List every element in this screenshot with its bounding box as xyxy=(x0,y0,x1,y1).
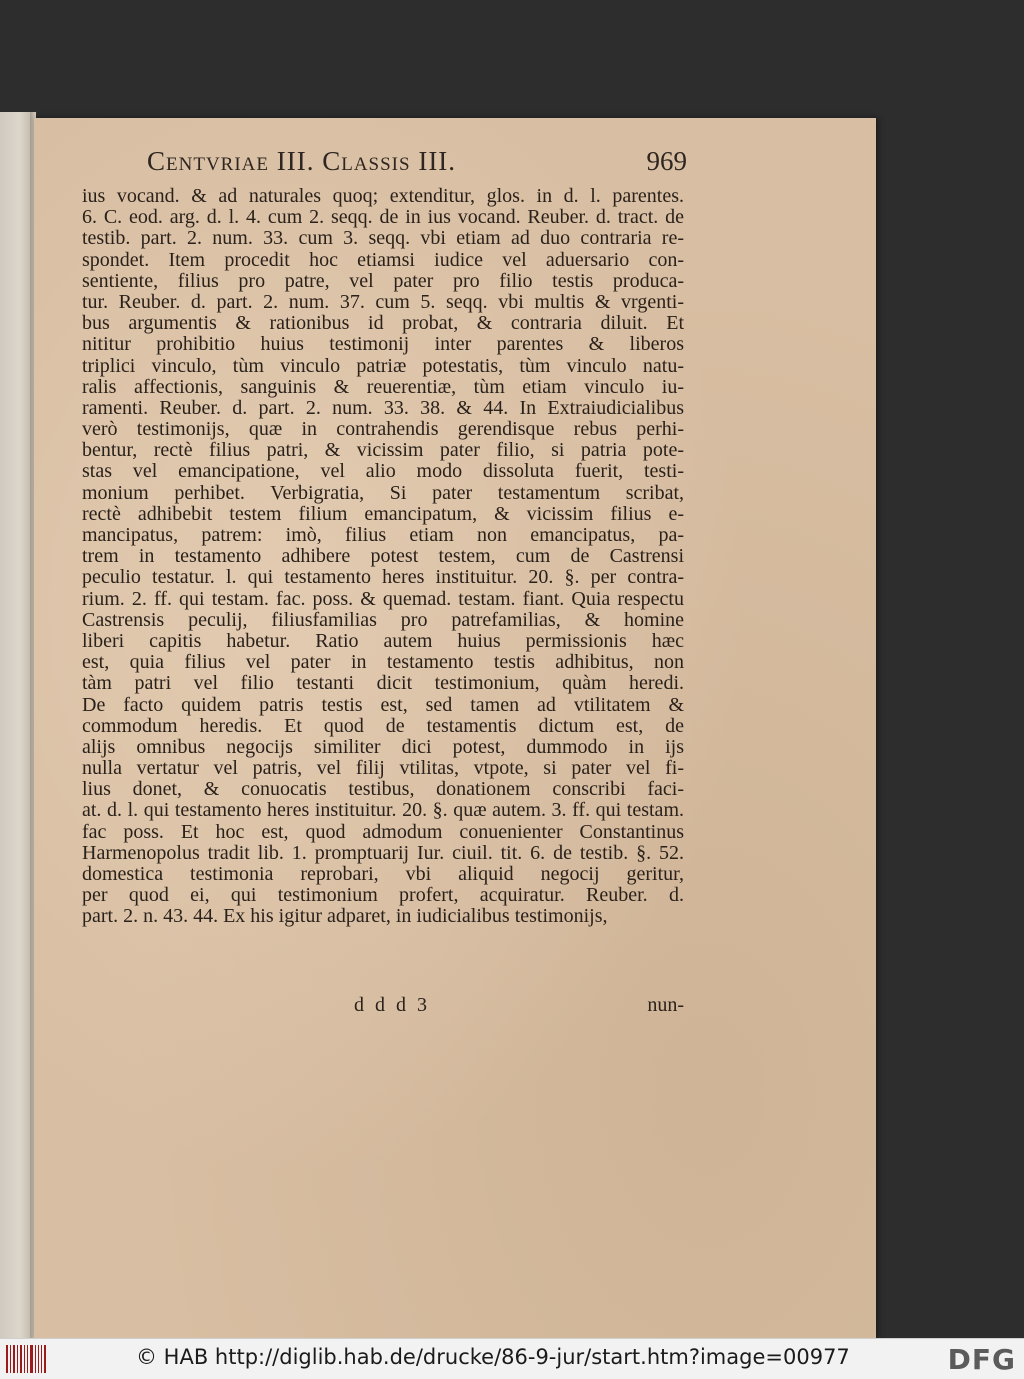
text-line: alijs omnibus negocijs similiter dici potest, dummodo in ijs xyxy=(82,736,684,758)
text-line: commodum heredis. Et quod de testamentis dictum est, de xyxy=(82,715,684,737)
left-page-edge xyxy=(0,112,36,1338)
folio-number: 969 xyxy=(646,146,687,176)
text-line: part. 2. n. 43. 44. Ex his igitur adparet, in iudicialibus testimonijs, xyxy=(82,906,608,928)
text-line: tàm patri vel filio testanti dicit testimonium, quàm heredi. xyxy=(82,673,684,695)
text-line: liberi capitis habetur. Ratio autem huius permissionis hæc xyxy=(82,630,684,652)
text-line: 6. C. eod. arg. d. l. 4. cum 2. seqq. de in ius vocand. Reuber. d. tract. de xyxy=(82,207,684,229)
text-line: rium. 2. ff. qui testam. fac. poss. & quemad. testam. fiant. Quia respectu xyxy=(82,588,684,610)
text-line: sentiente, filius pro patre, vel pater pro filio testis produca- xyxy=(82,270,684,292)
dfg-logo: DFG xyxy=(947,1343,1016,1376)
text-line: domestica testimonia reprobari, vbi aliquid negocij geritur, xyxy=(82,864,684,885)
text-line: rectè adhibebit testem filium emancipatum, & vicissim filius e- xyxy=(82,503,684,525)
page-header xyxy=(147,146,687,180)
text-line: bentur, rectè filius patri, & vicissim pater filio, si patria pote- xyxy=(82,440,684,462)
running-title: Centvriae III. Classis III. xyxy=(147,146,457,176)
scanned-page xyxy=(34,118,876,1338)
text-line: tur. Reuber. d. part. 2. num. 37. cum 5. seqq. vbi multis & vrgenti- xyxy=(82,291,684,313)
text-line: ius vocand. & ad naturales quoq; extenditur, glos. in d. l. parentes. xyxy=(82,186,684,207)
text-line: bus argumentis & rationibus id probat, & contraria diluit. Et xyxy=(82,313,684,335)
signature-mark: d d d 3 xyxy=(354,994,430,1016)
text-line: stas vel emancipatione, vel alio modo dissoluta fuerit, testi- xyxy=(82,461,684,483)
text-line: spondet. Item procedit hoc etiamsi iudice vel aduersario con- xyxy=(82,249,684,271)
hab-barcode-icon[interactable] xyxy=(6,1345,46,1373)
text-line: nulla vertatur vel patris, vel filij vtilitas, vtpote, si pater vel fi- xyxy=(82,758,684,780)
text-line: De facto quidem patris testis est, sed tamen ad vtilitatem & xyxy=(82,694,684,716)
text-line: monium perhibet. Verbigratia, Si pater testamentum scribat, xyxy=(82,482,684,504)
text-line: triplici vinculo, tùm vinculo patriæ potestatis, tùm vinculo natu- xyxy=(82,355,684,377)
copyright-link[interactable]: © HAB http://diglib.hab.de/drucke/86-9-jur/start.htm?image=00977 xyxy=(136,1345,850,1369)
text-line: verò testimonijs, quæ in contrahendis gerendisque rebus perhi- xyxy=(82,419,684,441)
catchword: nun- xyxy=(647,994,684,1016)
text-line: ramenti. Reuber. d. part. 2. num. 33. 38. & 44. In Extraiudicialibus xyxy=(82,397,684,419)
text-line: nititur prohibitio huius testimonij inter parentes & liberos xyxy=(82,334,684,356)
text-line: trem in testamento adhibere potest testem, cum de Castrensi xyxy=(82,546,684,568)
text-line: mancipatus, patrem: imò, filius etiam non emancipatus, pa- xyxy=(82,525,684,546)
text-line: est, quia filius vel pater in testamento testis adhibitus, non xyxy=(82,652,684,674)
text-line: testib. part. 2. num. 33. cum 3. seqq. vbi etiam ad duo contraria re- xyxy=(82,228,684,250)
footer-bar xyxy=(0,1338,1024,1379)
text-line: at. d. l. qui testamento heres instituitur. 20. §. quæ autem. 3. ff. qui testam. xyxy=(82,800,684,822)
text-line: per quod ei, qui testimonium profert, acquiratur. Reuber. d. xyxy=(82,885,684,907)
text-line: peculio testatur. l. qui testamento heres instituitur. 20. §. per contra- xyxy=(82,567,684,589)
text-line: Castrensis peculij, filiusfamilias pro patrefamilias, & homine xyxy=(82,609,684,631)
page-footer xyxy=(82,994,684,1016)
text-line: fac poss. Et hoc est, quod admodum conuenienter Constantinus xyxy=(82,821,684,843)
text-line: lius donet, & conuocatis testibus, donationem conscribi faci- xyxy=(82,779,684,801)
text-line: ralis affectionis, sanguinis & reuerentiæ, tùm etiam vinculo iu- xyxy=(82,376,684,398)
text-block xyxy=(82,186,684,928)
text-line: Harmenopolus tradit lib. 1. promptuarij Iur. ciuil. tit. 6. de testib. §. 52. xyxy=(82,842,684,864)
